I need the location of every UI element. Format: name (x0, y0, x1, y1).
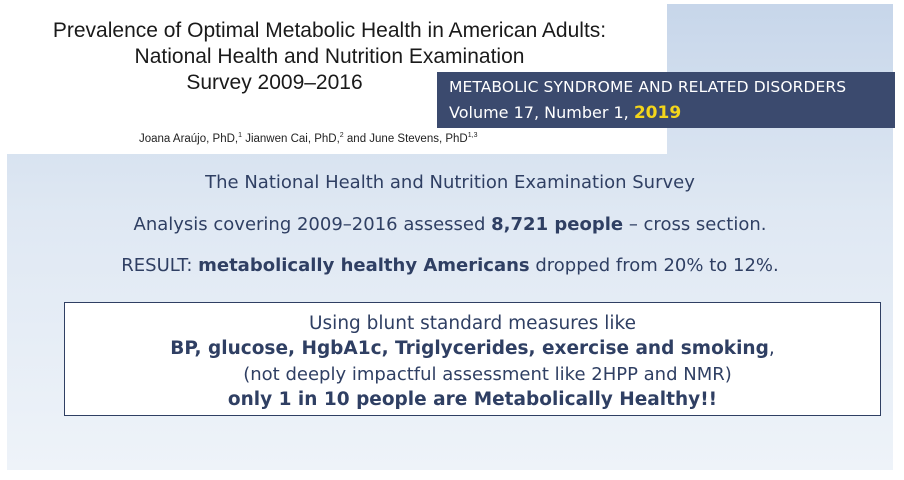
author-1: Joana Araújo, PhD, (139, 132, 239, 145)
result-prefix: RESULT: (121, 255, 199, 276)
journal-citation-box (437, 72, 895, 128)
conclusion-callout (64, 302, 881, 416)
analysis-suffix: – cross section. (623, 214, 767, 235)
analysis-count: 8,721 people (491, 214, 624, 235)
author-1-affiliation: 1 (238, 132, 242, 139)
callout-line2 (65, 338, 880, 359)
journal-year: 2019 (633, 103, 682, 123)
paper-title-line1: Prevalence of Optimal Metabolic Health in American Adults: (52, 19, 607, 42)
result-highlight: metabolically healthy Americans (198, 255, 530, 276)
author-3: and June Stevens, PhD (343, 132, 468, 145)
callout-conclusion: only 1 in 10 people are Metabolically Healthy!! (227, 389, 718, 410)
callout-line3: (not deeply impactful assessment like 2HPP and NMR) (243, 364, 732, 385)
journal-volume: Volume 17, Number 1, (449, 103, 634, 122)
journal-volume-line (449, 103, 681, 123)
paper-title-line3: Survey 2009–2016 (186, 71, 363, 94)
callout-measures: BP, glucose, HgbA1c, Triglycerides, exercise and smoking (170, 338, 769, 359)
analysis-line (7, 214, 893, 235)
author-2: Jianwen Cai, PhD, (242, 132, 340, 145)
paper-authors (139, 132, 477, 145)
callout-line2-suffix: , (768, 338, 775, 359)
result-suffix: dropped from 20% to 12%. (529, 255, 779, 276)
journal-name: METABOLIC SYNDROME AND RELATED DISORDERS (449, 78, 847, 96)
author-3-affiliation: 1,3 (467, 132, 478, 139)
paper-title-line2: National Health and Nutrition Examination (134, 45, 525, 68)
author-2-affiliation: 2 (339, 132, 344, 139)
analysis-prefix: Analysis covering 2009–2016 assessed (133, 214, 492, 235)
callout-line1: Using blunt standard measures like (309, 313, 636, 334)
survey-name: The National Health and Nutrition Examination Survey (205, 172, 695, 193)
result-line (7, 255, 893, 276)
